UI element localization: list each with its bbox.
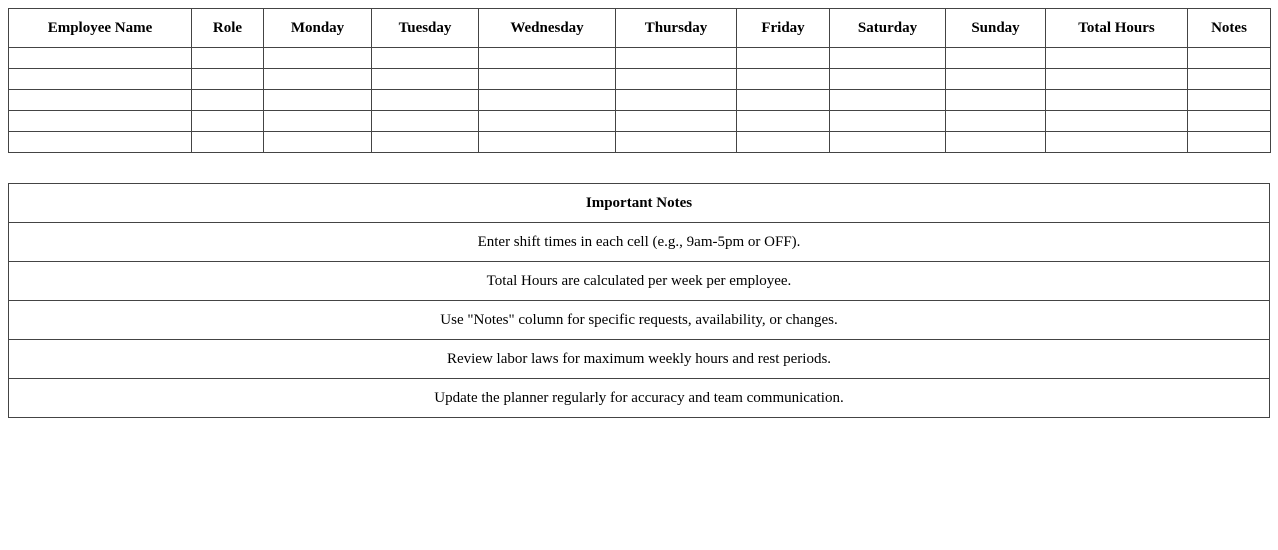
cell-saturday[interactable] bbox=[830, 90, 946, 111]
cell-thursday[interactable] bbox=[616, 90, 737, 111]
cell-employee-name[interactable] bbox=[9, 90, 192, 111]
important-notes-table bbox=[8, 183, 1270, 418]
cell-monday[interactable] bbox=[264, 90, 372, 111]
cell-wednesday[interactable] bbox=[479, 90, 616, 111]
cell-friday[interactable] bbox=[737, 69, 830, 90]
notes-header-row bbox=[9, 184, 1270, 223]
header-sunday: Sunday bbox=[946, 9, 1046, 48]
header-saturday: Saturday bbox=[830, 9, 946, 48]
cell-wednesday[interactable] bbox=[479, 132, 616, 153]
header-employee-name: Employee Name bbox=[9, 9, 192, 48]
cell-employee-name[interactable] bbox=[9, 69, 192, 90]
cell-notes[interactable] bbox=[1188, 90, 1271, 111]
schedule-row bbox=[9, 48, 1271, 69]
header-thursday: Thursday bbox=[616, 9, 737, 48]
cell-employee-name[interactable] bbox=[9, 132, 192, 153]
cell-monday[interactable] bbox=[264, 132, 372, 153]
note-item: Use "Notes" column for specific requests, availability, or changes. bbox=[9, 301, 1270, 340]
header-friday: Friday bbox=[737, 9, 830, 48]
note-row bbox=[9, 262, 1270, 301]
header-tuesday: Tuesday bbox=[372, 9, 479, 48]
schedule-row bbox=[9, 90, 1271, 111]
cell-tuesday[interactable] bbox=[372, 90, 479, 111]
cell-total-hours[interactable] bbox=[1046, 48, 1188, 69]
note-item: Review labor laws for maximum weekly hours and rest periods. bbox=[9, 340, 1270, 379]
cell-employee-name[interactable] bbox=[9, 48, 192, 69]
cell-sunday[interactable] bbox=[946, 90, 1046, 111]
cell-saturday[interactable] bbox=[830, 132, 946, 153]
cell-thursday[interactable] bbox=[616, 69, 737, 90]
cell-role[interactable] bbox=[192, 48, 264, 69]
cell-saturday[interactable] bbox=[830, 69, 946, 90]
cell-total-hours[interactable] bbox=[1046, 111, 1188, 132]
schedule-header-row bbox=[9, 9, 1271, 48]
cell-role[interactable] bbox=[192, 111, 264, 132]
cell-saturday[interactable] bbox=[830, 48, 946, 69]
cell-notes[interactable] bbox=[1188, 48, 1271, 69]
cell-thursday[interactable] bbox=[616, 48, 737, 69]
note-row bbox=[9, 340, 1270, 379]
note-item: Enter shift times in each cell (e.g., 9am-5pm or OFF). bbox=[9, 223, 1270, 262]
cell-wednesday[interactable] bbox=[479, 69, 616, 90]
cell-role[interactable] bbox=[192, 69, 264, 90]
schedule-row bbox=[9, 69, 1271, 90]
cell-thursday[interactable] bbox=[616, 111, 737, 132]
cell-notes[interactable] bbox=[1188, 132, 1271, 153]
cell-sunday[interactable] bbox=[946, 48, 1046, 69]
note-item: Update the planner regularly for accuracy and team communication. bbox=[9, 379, 1270, 418]
cell-thursday[interactable] bbox=[616, 132, 737, 153]
cell-monday[interactable] bbox=[264, 111, 372, 132]
schedule-row bbox=[9, 132, 1271, 153]
cell-wednesday[interactable] bbox=[479, 111, 616, 132]
cell-monday[interactable] bbox=[264, 48, 372, 69]
header-notes: Notes bbox=[1188, 9, 1271, 48]
note-item: Total Hours are calculated per week per employee. bbox=[9, 262, 1270, 301]
cell-sunday[interactable] bbox=[946, 132, 1046, 153]
header-monday: Monday bbox=[264, 9, 372, 48]
cell-friday[interactable] bbox=[737, 48, 830, 69]
cell-employee-name[interactable] bbox=[9, 111, 192, 132]
cell-notes[interactable] bbox=[1188, 111, 1271, 132]
header-wednesday: Wednesday bbox=[479, 9, 616, 48]
note-row bbox=[9, 301, 1270, 340]
schedule-row bbox=[9, 111, 1271, 132]
cell-total-hours[interactable] bbox=[1046, 132, 1188, 153]
header-total-hours: Total Hours bbox=[1046, 9, 1188, 48]
header-role: Role bbox=[192, 9, 264, 48]
cell-tuesday[interactable] bbox=[372, 132, 479, 153]
shift-schedule-table bbox=[8, 8, 1271, 153]
cell-tuesday[interactable] bbox=[372, 69, 479, 90]
cell-monday[interactable] bbox=[264, 69, 372, 90]
cell-tuesday[interactable] bbox=[372, 48, 479, 69]
cell-friday[interactable] bbox=[737, 132, 830, 153]
cell-notes[interactable] bbox=[1188, 69, 1271, 90]
cell-sunday[interactable] bbox=[946, 111, 1046, 132]
cell-role[interactable] bbox=[192, 132, 264, 153]
cell-total-hours[interactable] bbox=[1046, 90, 1188, 111]
cell-tuesday[interactable] bbox=[372, 111, 479, 132]
note-row bbox=[9, 223, 1270, 262]
cell-saturday[interactable] bbox=[830, 111, 946, 132]
note-row bbox=[9, 379, 1270, 418]
cell-sunday[interactable] bbox=[946, 69, 1046, 90]
notes-title: Important Notes bbox=[9, 184, 1270, 223]
cell-role[interactable] bbox=[192, 90, 264, 111]
cell-friday[interactable] bbox=[737, 111, 830, 132]
cell-friday[interactable] bbox=[737, 90, 830, 111]
cell-total-hours[interactable] bbox=[1046, 69, 1188, 90]
cell-wednesday[interactable] bbox=[479, 48, 616, 69]
